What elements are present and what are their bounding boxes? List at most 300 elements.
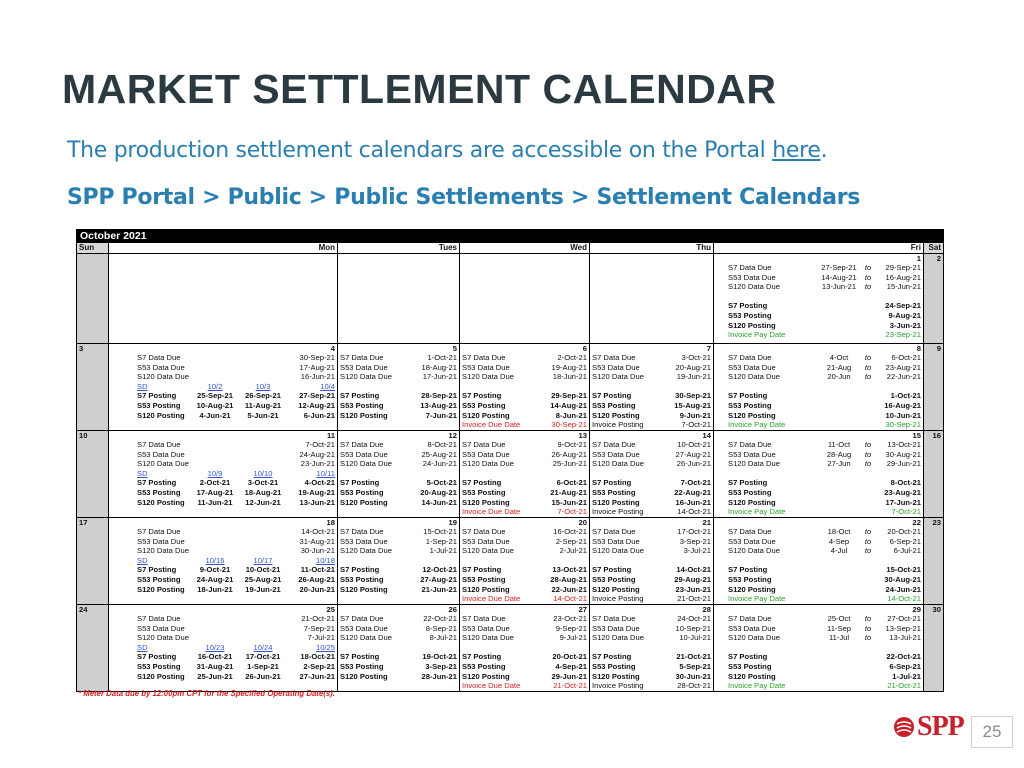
value: 15-Jun-21 bbox=[551, 497, 587, 507]
label: S7 Posting bbox=[728, 478, 768, 488]
day-cell-sun bbox=[77, 605, 109, 691]
label: S120 Data Due bbox=[462, 459, 514, 469]
label: S120 Data Due bbox=[340, 459, 392, 469]
value: 20-Jun-21 bbox=[299, 584, 335, 594]
day-cell-fri bbox=[714, 605, 924, 691]
value: 22-Oct-21 bbox=[423, 614, 457, 623]
day-number: 6 bbox=[582, 344, 587, 353]
day-cell-mon bbox=[109, 605, 338, 691]
day-header-sun: Sun bbox=[77, 243, 109, 253]
label: S7 Data Due bbox=[462, 527, 506, 536]
day-number: 12 bbox=[448, 431, 457, 440]
value: 6-Oct-21 bbox=[891, 353, 921, 362]
day-cell-sat bbox=[924, 518, 943, 604]
label: to bbox=[864, 527, 872, 536]
label: S7 Posting bbox=[340, 478, 380, 488]
portal-link[interactable]: here bbox=[772, 138, 821, 163]
label: SD bbox=[137, 642, 148, 652]
value: 20-Aug-21 bbox=[420, 487, 457, 497]
value: 2-Oct-21 bbox=[557, 353, 587, 362]
label: S53 Data Due bbox=[137, 449, 185, 459]
value: 16-Aug-21 bbox=[885, 272, 921, 282]
label: S120 Posting bbox=[340, 584, 388, 594]
value: 2-Sep-21 bbox=[303, 661, 335, 671]
label: S120 Posting bbox=[728, 497, 776, 507]
value: 15-Jun-21 bbox=[886, 282, 921, 292]
label: S53 Data Due bbox=[340, 536, 388, 546]
value: 3-Sep-21 bbox=[679, 536, 711, 546]
value: 14-Oct-21 bbox=[553, 594, 587, 604]
calendar-week-1 bbox=[77, 254, 943, 344]
value: 14-Oct-21 bbox=[301, 527, 335, 536]
label: S7 Data Due bbox=[137, 353, 181, 362]
value: 11-Jun-21 bbox=[197, 497, 233, 507]
value: 15-Aug-21 bbox=[674, 400, 711, 410]
value: 2-Sep-21 bbox=[555, 536, 587, 546]
value: 12-Jun-21 bbox=[245, 497, 281, 507]
day-cell bbox=[460, 254, 590, 343]
value: 9-Oct-21 bbox=[557, 440, 587, 449]
value: 25-Oct bbox=[827, 614, 851, 623]
value: 30-Sep-21 bbox=[675, 391, 711, 401]
value: 27-Jun bbox=[827, 459, 851, 469]
value: 13-Sep-21 bbox=[885, 623, 921, 633]
label: S53 Data Due bbox=[462, 449, 510, 459]
value: 22-Aug-21 bbox=[674, 487, 711, 497]
value: 30-Sep-21 bbox=[885, 420, 921, 430]
label: S7 Posting bbox=[340, 652, 380, 662]
day-cell bbox=[338, 254, 460, 343]
value: 6-Sep-21 bbox=[889, 661, 921, 671]
label: Invoice Due Date bbox=[462, 681, 521, 691]
day-header-mon: Mon bbox=[109, 243, 338, 253]
value: 27-Aug-21 bbox=[420, 574, 457, 584]
value: 31-Aug-21 bbox=[299, 536, 335, 546]
value: 14-Jun-21 bbox=[421, 497, 457, 507]
day-number: 22 bbox=[912, 518, 921, 527]
label: to bbox=[864, 614, 872, 623]
label: S7 Data Due bbox=[137, 614, 181, 623]
value: 10/24 bbox=[253, 642, 273, 652]
label: to bbox=[864, 440, 872, 449]
label: to bbox=[864, 633, 872, 643]
value: 18-Oct-21 bbox=[300, 652, 335, 662]
label: S53 Data Due bbox=[462, 623, 510, 633]
day-number: 23 bbox=[932, 518, 941, 527]
value: 21-Oct-21 bbox=[553, 681, 587, 691]
value: 24-Sep-21 bbox=[885, 301, 921, 311]
day-header-fri: Fri bbox=[714, 243, 924, 253]
value: 14-Oct-21 bbox=[676, 565, 711, 575]
day-cell-fri bbox=[714, 431, 924, 517]
label: S7 Posting bbox=[728, 301, 768, 311]
subtitle-end: . bbox=[820, 138, 828, 163]
value: 10/25 bbox=[315, 642, 335, 652]
calendar-header bbox=[77, 243, 943, 254]
value: 14-Aug-21 bbox=[821, 272, 857, 282]
label: S120 Posting bbox=[592, 584, 640, 594]
label: S120 Data Due bbox=[137, 372, 189, 382]
day-number: 20 bbox=[578, 518, 587, 527]
value: 7-Jul-21 bbox=[307, 633, 335, 643]
value: 11-Jul bbox=[828, 633, 850, 643]
label: S120 Posting bbox=[137, 497, 185, 507]
day-header-tue: Tues bbox=[338, 243, 460, 253]
label: S7 Data Due bbox=[462, 353, 506, 362]
value: 27-Sep-21 bbox=[821, 263, 857, 272]
value: 16-Oct-21 bbox=[553, 527, 587, 536]
day-cell-sat bbox=[924, 431, 943, 517]
label: S120 Posting bbox=[728, 410, 776, 420]
value: 22-Jun-21 bbox=[551, 584, 587, 594]
value: 23-Sep-21 bbox=[885, 330, 921, 340]
value: 26-Jun-21 bbox=[676, 459, 711, 469]
label: S120 Data Due bbox=[728, 633, 780, 643]
label: S7 Posting bbox=[340, 565, 380, 575]
value: 11-Aug-21 bbox=[244, 400, 282, 410]
value: 24-Aug-21 bbox=[196, 574, 234, 584]
label: to bbox=[864, 449, 872, 459]
value: 10/23 bbox=[205, 642, 225, 652]
label: S120 Data Due bbox=[137, 546, 189, 556]
value: 23-Oct-21 bbox=[553, 614, 587, 623]
day-cell-wed bbox=[460, 605, 590, 691]
label: S53 Posting bbox=[728, 574, 772, 584]
day-number: 19 bbox=[448, 518, 457, 527]
label: Invoice Posting bbox=[592, 681, 644, 691]
day-number: 3 bbox=[79, 344, 84, 353]
day-number: 5 bbox=[452, 344, 457, 353]
value: 28-Aug-21 bbox=[550, 574, 587, 584]
label: S53 Posting bbox=[340, 661, 384, 671]
value: 18-Aug-21 bbox=[244, 487, 282, 497]
value: 26-Jun-21 bbox=[245, 671, 281, 681]
value: 23-Jun-21 bbox=[300, 459, 335, 469]
day-number: 18 bbox=[326, 518, 335, 527]
value: 1-Jul-21 bbox=[892, 671, 921, 681]
value: 16-Jun-21 bbox=[675, 497, 711, 507]
day-number: 27 bbox=[578, 605, 587, 614]
label: S120 Data Due bbox=[728, 282, 780, 292]
label: S120 Posting bbox=[592, 410, 640, 420]
value: 29-Sep-21 bbox=[551, 391, 587, 401]
label: S7 Data Due bbox=[728, 263, 772, 272]
value: 30-Jun-21 bbox=[300, 546, 335, 556]
value: 29-Jun-21 bbox=[886, 459, 921, 469]
label: S120 Data Due bbox=[728, 546, 780, 556]
label: S53 Posting bbox=[137, 661, 181, 671]
label: S7 Data Due bbox=[728, 614, 772, 623]
value: 17-Aug-21 bbox=[299, 362, 335, 372]
day-cell-sat bbox=[924, 344, 943, 430]
value: 11-Sep bbox=[827, 623, 851, 633]
breadcrumb: SPP Portal > Public > Public Settlements > Settlement Calendars bbox=[67, 185, 861, 210]
label: SD bbox=[137, 468, 148, 478]
value: 23-Jun-21 bbox=[675, 584, 711, 594]
value: 8-Oct-21 bbox=[427, 440, 457, 449]
value: 29-Aug-21 bbox=[674, 574, 711, 584]
label: Invoice Due Date bbox=[462, 420, 521, 430]
value: 7-Jun-21 bbox=[425, 410, 457, 420]
value: 17-Aug-21 bbox=[196, 487, 234, 497]
value: 25-Aug-21 bbox=[244, 574, 282, 584]
label: S120 Data Due bbox=[592, 546, 644, 556]
label: to bbox=[864, 546, 872, 556]
value: 3-Jul-21 bbox=[683, 546, 711, 556]
value: 20-Jun bbox=[827, 372, 851, 382]
value: 30-Sep-21 bbox=[299, 353, 335, 362]
value: 27-Jun-21 bbox=[299, 671, 335, 681]
day-cell-thu bbox=[590, 431, 714, 517]
day-cell-fri bbox=[714, 254, 924, 343]
label: Invoice Pay Date bbox=[728, 681, 786, 691]
value: 10/17 bbox=[253, 555, 273, 565]
label: S53 Data Due bbox=[592, 362, 640, 372]
label: S120 Posting bbox=[592, 671, 640, 681]
value: 17-Oct-21 bbox=[245, 652, 281, 662]
value: 8-Jul-21 bbox=[429, 633, 457, 643]
day-number: 1 bbox=[916, 254, 921, 263]
value: 18-Oct bbox=[827, 527, 851, 536]
value: 11-Oct-21 bbox=[300, 565, 335, 575]
day-number: 14 bbox=[702, 431, 711, 440]
label: S7 Data Due bbox=[728, 440, 772, 449]
day-number: 24 bbox=[79, 605, 88, 614]
logo-text: SPP bbox=[917, 711, 964, 742]
label: S120 Posting bbox=[728, 584, 776, 594]
label: S120 Posting bbox=[137, 584, 185, 594]
value: 9-Aug-21 bbox=[888, 310, 921, 320]
value: 10-Oct-21 bbox=[677, 440, 711, 449]
day-cell-fri bbox=[714, 344, 924, 430]
value: 14-Oct-21 bbox=[677, 507, 711, 517]
value: 13-Jun-21 bbox=[821, 282, 857, 292]
label: to bbox=[864, 459, 872, 469]
label: Invoice Due Date bbox=[462, 594, 521, 604]
value: 10/2 bbox=[207, 381, 223, 391]
value: 30-Jun-21 bbox=[675, 671, 711, 681]
day-cell-fri bbox=[714, 518, 924, 604]
label: S53 Data Due bbox=[592, 449, 640, 459]
value: 16-Oct-21 bbox=[197, 652, 233, 662]
label: S53 Posting bbox=[728, 310, 772, 320]
day-cell-mon bbox=[109, 431, 338, 517]
label: S53 Posting bbox=[462, 487, 506, 497]
label: S7 Data Due bbox=[592, 440, 636, 449]
label: S7 Posting bbox=[728, 652, 768, 662]
label: to bbox=[864, 536, 872, 546]
label: S120 Posting bbox=[462, 671, 510, 681]
label: S120 Posting bbox=[462, 410, 510, 420]
label: to bbox=[864, 353, 872, 362]
calendar-month: October 2021 bbox=[77, 230, 943, 243]
label: S120 Posting bbox=[340, 410, 388, 420]
value: 19-Jun-21 bbox=[676, 372, 711, 382]
spp-logo-icon bbox=[893, 715, 915, 739]
label: S53 Data Due bbox=[340, 362, 388, 372]
value: 16-Aug-21 bbox=[884, 400, 921, 410]
value: 21-Aug bbox=[826, 362, 852, 372]
label: S53 Posting bbox=[462, 661, 506, 671]
day-number: 16 bbox=[932, 431, 941, 440]
value: 21-Oct-21 bbox=[677, 594, 711, 604]
value: 17-Jun-21 bbox=[422, 372, 457, 382]
label: S7 Posting bbox=[137, 652, 177, 662]
value: 20-Aug-21 bbox=[675, 362, 711, 372]
value: 26-Sep-21 bbox=[245, 391, 281, 401]
value: 25-Sep-21 bbox=[197, 391, 233, 401]
value: 10/4 bbox=[320, 381, 335, 391]
day-number: 8 bbox=[916, 344, 921, 353]
value: 28-Sep-21 bbox=[421, 391, 457, 401]
label: S120 Data Due bbox=[728, 459, 780, 469]
value: 10-Jun-21 bbox=[885, 410, 921, 420]
label: S120 Data Due bbox=[728, 372, 780, 382]
value: 10-Oct-21 bbox=[245, 565, 281, 575]
label: S53 Posting bbox=[592, 487, 636, 497]
label: S7 Posting bbox=[592, 652, 632, 662]
label: S53 Data Due bbox=[728, 272, 776, 282]
value: 17-Oct-21 bbox=[677, 527, 711, 536]
label: S120 Posting bbox=[340, 497, 388, 507]
label: S53 Data Due bbox=[462, 536, 510, 546]
label: S53 Data Due bbox=[137, 623, 185, 633]
value: 18-Jun-21 bbox=[552, 372, 587, 382]
day-cell-thu bbox=[590, 518, 714, 604]
label: S120 Data Due bbox=[137, 459, 189, 469]
calendar-week-3 bbox=[77, 431, 943, 518]
label: S53 Data Due bbox=[462, 362, 510, 372]
value: 13-Oct-21 bbox=[887, 440, 921, 449]
label: S7 Posting bbox=[728, 565, 768, 575]
day-number: 30 bbox=[932, 605, 941, 614]
day-cell-tue bbox=[338, 518, 460, 604]
label: S7 Posting bbox=[592, 391, 632, 401]
value: 21-Oct-21 bbox=[676, 652, 711, 662]
value: 19-Oct-21 bbox=[422, 652, 457, 662]
label: S120 Data Due bbox=[137, 633, 189, 643]
value: 18-Aug-21 bbox=[421, 362, 457, 372]
label: S120 Data Due bbox=[340, 372, 392, 382]
value: 25-Aug-21 bbox=[421, 449, 457, 459]
label: S53 Data Due bbox=[137, 362, 185, 372]
label: S53 Posting bbox=[592, 661, 636, 671]
label: Invoice Pay Date bbox=[728, 330, 786, 340]
value: 18-Jun-21 bbox=[197, 584, 233, 594]
label: S120 Data Due bbox=[592, 459, 644, 469]
value: 6-Jun-21 bbox=[303, 410, 335, 420]
label: S120 Data Due bbox=[592, 633, 644, 643]
value: 22-Jun-21 bbox=[886, 372, 921, 382]
label: S53 Data Due bbox=[728, 362, 776, 372]
day-cell-wed bbox=[460, 518, 590, 604]
value: 6-Oct-21 bbox=[556, 478, 587, 488]
label: S7 Posting bbox=[340, 391, 380, 401]
page-number: 25 bbox=[971, 716, 1013, 748]
label: S120 Data Due bbox=[462, 546, 514, 556]
value: 19-Jun-21 bbox=[245, 584, 281, 594]
label: S120 Posting bbox=[137, 410, 185, 420]
label: to bbox=[864, 372, 872, 382]
value: 3-Sep-21 bbox=[425, 661, 457, 671]
value: 6-Sep-21 bbox=[889, 536, 921, 546]
day-cell-sun bbox=[77, 431, 109, 517]
day-cell-mon bbox=[109, 344, 338, 430]
day-cell-tue bbox=[338, 344, 460, 430]
day-number: 11 bbox=[326, 431, 335, 440]
value: 10-Sep-21 bbox=[675, 623, 711, 633]
value: 10/11 bbox=[316, 468, 335, 478]
value: 21-Aug-21 bbox=[550, 487, 587, 497]
value: 1-Jul-21 bbox=[429, 546, 457, 556]
value: 24-Jun-21 bbox=[422, 459, 457, 469]
label: SD bbox=[137, 555, 148, 565]
value: 28-Jun-21 bbox=[421, 671, 457, 681]
value: 2-Oct-21 bbox=[199, 478, 231, 488]
label: S120 Posting bbox=[340, 671, 388, 681]
value: 23-Aug-21 bbox=[885, 362, 921, 372]
value: 29-Sep-21 bbox=[885, 263, 921, 272]
value: 4-Oct-21 bbox=[304, 478, 335, 488]
value: 11-Oct bbox=[827, 440, 851, 449]
day-cell-mon bbox=[109, 518, 338, 604]
label: Invoice Due Date bbox=[462, 507, 521, 517]
label: S7 Data Due bbox=[728, 353, 772, 362]
value: 4-Oct bbox=[829, 353, 849, 362]
day-number: 15 bbox=[912, 431, 921, 440]
label: S7 Posting bbox=[728, 391, 768, 401]
value: 2-Jul-21 bbox=[559, 546, 587, 556]
value: 4-Sep-21 bbox=[555, 661, 587, 671]
value: 7-Sep-21 bbox=[303, 623, 335, 633]
value: 12-Oct-21 bbox=[422, 565, 457, 575]
value: 7-Oct-21 bbox=[891, 507, 921, 517]
value: 23-Aug-21 bbox=[884, 487, 921, 497]
label: S53 Posting bbox=[728, 400, 772, 410]
label: S120 Data Due bbox=[340, 633, 392, 643]
value: 4-Jul bbox=[830, 546, 848, 556]
day-header-sat: Sat bbox=[928, 243, 941, 252]
value: 30-Aug-21 bbox=[884, 574, 921, 584]
label: S7 Data Due bbox=[137, 527, 181, 536]
label: S7 Posting bbox=[462, 565, 502, 575]
label: S120 Posting bbox=[728, 671, 776, 681]
label: to bbox=[864, 272, 872, 282]
label: Invoice Posting bbox=[592, 420, 644, 430]
value: 1-Oct-21 bbox=[890, 391, 921, 401]
value: 26-Aug-21 bbox=[551, 449, 587, 459]
value: 17-Jun-21 bbox=[885, 497, 921, 507]
value: 1-Sep-21 bbox=[425, 536, 457, 546]
label: Invoice Pay Date bbox=[728, 507, 786, 517]
label: Invoice Pay Date bbox=[728, 594, 786, 604]
day-number: 7 bbox=[706, 344, 711, 353]
value: 14-Aug-21 bbox=[550, 400, 587, 410]
value: 4-Jun-21 bbox=[199, 410, 231, 420]
label: S120 Posting bbox=[137, 671, 185, 681]
label: S53 Data Due bbox=[137, 536, 185, 546]
day-number: 25 bbox=[326, 605, 335, 614]
day-cell bbox=[590, 254, 714, 343]
day-cell-sun bbox=[77, 344, 109, 430]
value: 8-Sep-21 bbox=[425, 623, 457, 633]
value: 1-Oct-21 bbox=[427, 353, 457, 362]
settlement-calendar bbox=[76, 229, 944, 692]
value: 14-Oct-21 bbox=[887, 594, 921, 604]
value: 25-Jun-21 bbox=[197, 671, 233, 681]
footnote: * Meter Data due by 12:00pm CPT for the Specified Operating Date(s). bbox=[78, 689, 335, 698]
day-number: 28 bbox=[702, 605, 711, 614]
